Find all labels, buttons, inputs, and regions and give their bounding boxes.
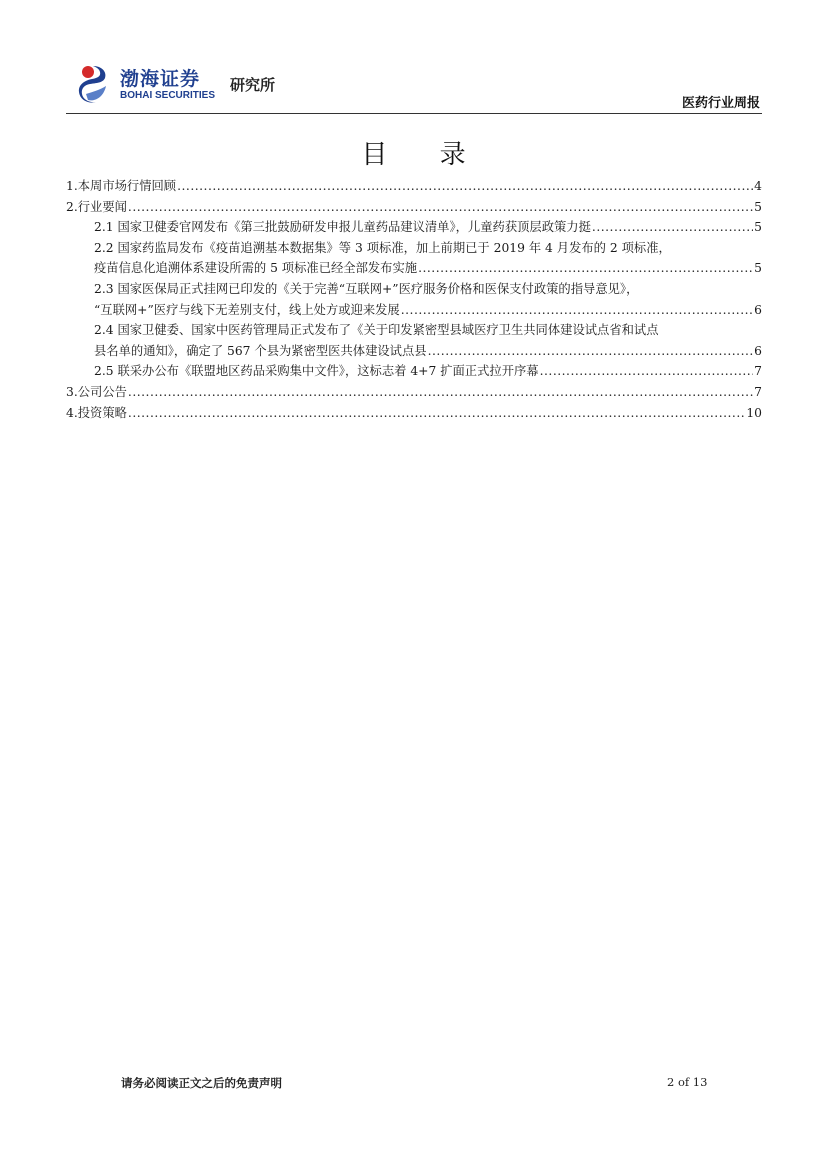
disclaimer-note: 请务必阅读正文之后的免责声明 xyxy=(121,1076,282,1090)
toc-entry-title: 4.投资策略 xyxy=(66,405,127,420)
toc-entry-title: 2.2 国家药监局发布《疫苗追溯基本数据集》等 3 项标准，加上前期已于 2019 年 4 月发布的 2 项标准， xyxy=(94,240,671,255)
toc-entry-page: 5 xyxy=(754,220,762,235)
toc-leader-dots xyxy=(401,300,753,321)
toc-entry-page: 6 xyxy=(754,302,762,317)
toc-leader-dots xyxy=(128,197,753,218)
toc-entry-page: 6 xyxy=(754,343,762,358)
toc-entry-title: “互联网+”医疗与线下无差别支付，线上处方或迎来发展 xyxy=(94,302,400,317)
toc-entry-title: 2.4 国家卫健委、国家中医药管理局正式发布了《关于印发紧密型县域医疗卫生共同体建设试点省和试点 xyxy=(94,323,659,338)
header-divider xyxy=(66,113,762,114)
toc-entry-title: 2.1 国家卫健委官网发布《第三批鼓励研发申报儿童药品建议清单》，儿童药获顶层政策力挺 xyxy=(94,220,591,235)
page-number: 2 of 13 xyxy=(667,1075,708,1089)
toc-entry-title: 2.3 国家医保局正式挂网已印发的《关于完善“互联网+”医疗服务价格和医保支付政策的指导意见》， xyxy=(94,281,639,296)
brand-name-cn: 渤海证券 xyxy=(120,68,201,90)
toc-leader-dots xyxy=(540,361,754,382)
brand-name-en: BOHAI SECURITIES xyxy=(120,90,216,101)
toc-entry[interactable] xyxy=(66,238,762,279)
toc-entry[interactable] xyxy=(66,320,762,361)
toc-entry[interactable] xyxy=(66,197,762,218)
toc-entry-title: 县名单的通知》，确定了 567 个县为紧密型医共体建设试点县 xyxy=(94,343,427,358)
toc-entry[interactable] xyxy=(66,279,762,320)
toc-entry[interactable] xyxy=(66,176,762,197)
toc-entry-page: 7 xyxy=(754,384,762,399)
toc-entry-page: 5 xyxy=(754,199,762,214)
toc-leader-dots xyxy=(177,176,753,197)
toc-entry[interactable] xyxy=(66,361,762,382)
bohai-logo-icon xyxy=(78,64,108,104)
toc-leader-dots xyxy=(428,341,754,362)
toc-entry-page: 4 xyxy=(754,179,762,193)
toc-entry[interactable] xyxy=(66,382,762,403)
page-header xyxy=(66,58,762,114)
report-type: 医药行业周报 xyxy=(681,96,760,111)
toc-entry-title: 2.行业要闻 xyxy=(66,199,127,214)
toc-entry-title: 1.本周市场行情回顾 xyxy=(66,179,177,193)
institute-label: 研究所 xyxy=(230,76,276,94)
toc-entry-page: 5 xyxy=(754,261,762,276)
toc-entry[interactable] xyxy=(66,403,762,424)
toc-entry-title: 2.5 联采办公布《联盟地区药品采购集中文件》，这标志着 4+7 扩面正式拉开序幕 xyxy=(94,364,539,379)
toc-title: 目 录 xyxy=(361,140,488,170)
toc-entry-title: 3.公司公告 xyxy=(66,384,127,399)
toc-leader-dots xyxy=(128,382,753,403)
table-of-contents xyxy=(66,176,762,423)
toc-entry-page: 10 xyxy=(746,405,762,420)
toc-entry-title: 疫苗信息化追溯体系建设所需的 5 项标准已经全部发布实施 xyxy=(94,261,418,276)
toc-leader-dots xyxy=(592,217,753,238)
toc-entry[interactable] xyxy=(66,217,762,238)
toc-entry-page: 7 xyxy=(754,364,762,379)
toc-leader-dots xyxy=(418,258,753,279)
toc-leader-dots xyxy=(128,403,745,424)
